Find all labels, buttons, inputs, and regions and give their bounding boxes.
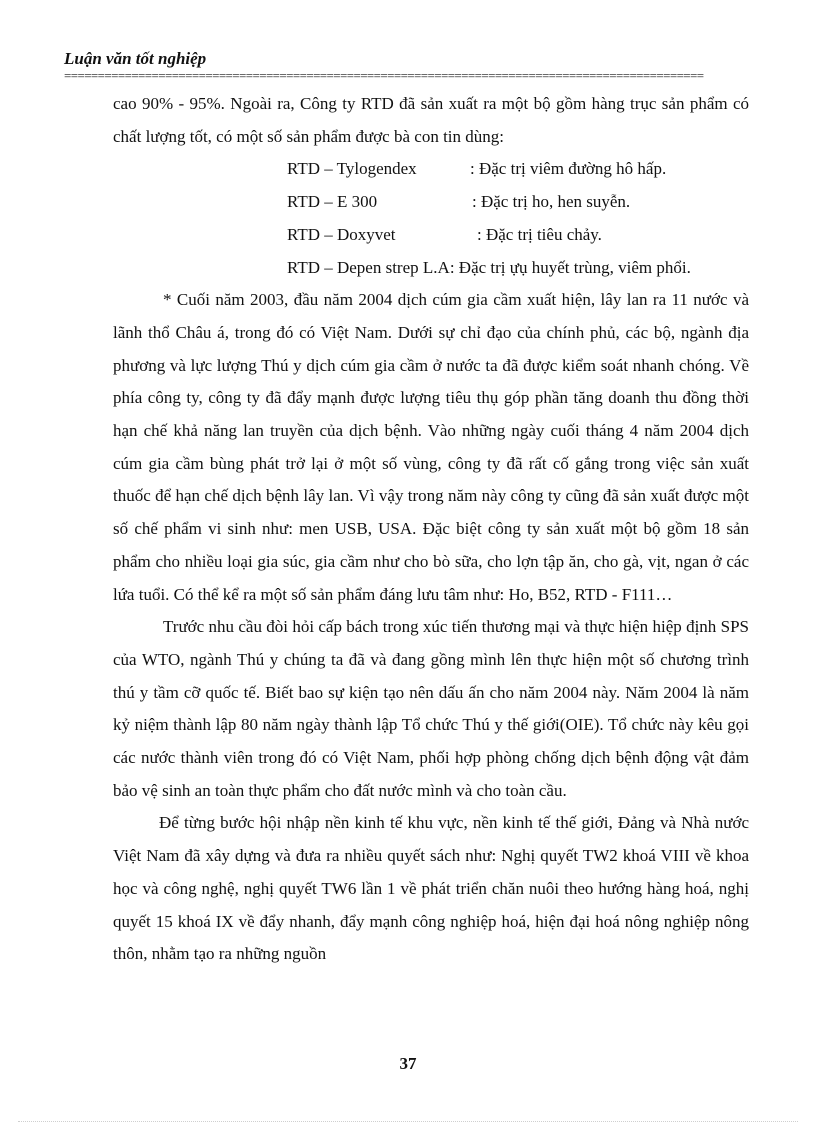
document-body bbox=[113, 88, 749, 971]
page-number: 37 bbox=[399, 1054, 417, 1073]
product-description: : Đặc trị viêm đường hô hấp. bbox=[470, 159, 667, 179]
product-name: RTD – E 300 bbox=[287, 192, 378, 212]
footer-divider bbox=[18, 1121, 798, 1122]
product-description: : Đặc trị tiêu chảy. bbox=[477, 224, 602, 244]
product-name: RTD – Depen strep L.A bbox=[287, 257, 450, 277]
product-description: : Đặc trị ho, hen suyễn. bbox=[472, 192, 631, 212]
page-header-title: Luận văn tốt nghiệp bbox=[64, 49, 207, 68]
paragraph-integration: Để từng bước hội nhập nền kinh tế khu vực, nền kinh tế thế giới, Đảng và Nhà nước Việt Nam đã xây dựng và đưa ra nhiều quyết sách như: Nghị quyết TW2 khoá VIII về khoa học và công nghệ, nghị quyết TW6 lần 1 về phát triển chăn nuôi theo hướng hàng hoá, nghị quyết 15 khoá IX về đẩy nhanh, đẩy mạnh công nghiệp hoá, hiện đại hoá nông nghiệp nông thôn, nhằm tạo ra những nguồn bbox=[113, 813, 749, 964]
product-item bbox=[113, 219, 749, 252]
product-item bbox=[113, 252, 749, 285]
product-description: : Đặc trị ựụ huyết trùng, viêm phổi. bbox=[449, 257, 691, 277]
product-item bbox=[113, 186, 749, 219]
header-divider: =============================================================================================== bbox=[64, 69, 704, 82]
product-name: RTD – Tylogendex bbox=[287, 159, 417, 179]
paragraph-avian-flu: * Cuối năm 2003, đầu năm 2004 dịch cúm gia cầm xuất hiện, lây lan ra 11 nước và lãnh thổ Châu á, trong đó có Việt Nam. Dưới sự chỉ đạo của chính phủ, các bộ, ngành địa phương và lực lượng Thú y dịch cúm gia cầm ở nước ta đã được kiểm soát nhanh chóng. Về phía công ty, công ty đã đẩy mạnh được lượng tiêu thụ góp phần tăng doanh thu đồng thời hạn chế khả năng lan truyền của dịch bệnh. Vào những ngày cuối tháng 4 năm 2004 dịch cúm gia cầm bùng phát trở lại ở một số vùng, công ty đã rất cố gắng trong việc sản xuất thuốc để hạn chế dịch bệnh lây lan. Vì vậy trong năm này công ty cũng đã sản xuất được một số chế phẩm vi sinh như: men USB, USA. Đặc biệt công ty sản xuất một bộ gồm 18 sản phẩm cho nhiều loại gia súc, gia cầm như cho bò sữa, cho lợn tập ăn, cho gà, vịt, ngan ở các lứa tuổi. Có thể kể ra một số sản phẩm đáng lưu tâm như: Ho, B52, RTD - F111… bbox=[113, 290, 749, 604]
paragraph-sps-wto: Trước nhu cầu đòi hỏi cấp bách trong xúc tiến thương mại và thực hiện hiệp định SPS của WTO, ngành Thú y chúng ta đã và đang gồng mình lên thực hiện một số chương trình thú y tầm cỡ quốc tế. Biết bao sự kiện tạo nên dấu ấn cho năm 2004 này. Năm 2004 là năm kỷ niệm thành lập 80 năm ngày thành lập Tổ chức Thú y thế giới(OIE). Tổ chức này kêu gọi các nước thành viên trong đó có Việt Nam, phối hợp phòng chống dịch bệnh động vật đảm bảo vệ sinh an toàn thực phẩm cho đất nước mình và cho toàn cầu. bbox=[113, 617, 749, 800]
product-name: RTD – Doxyvet bbox=[287, 224, 396, 244]
product-item bbox=[113, 153, 749, 186]
paragraph-intro: cao 90% - 95%. Ngoài ra, Công ty RTD đã sản xuất ra một bộ gồm hàng trục sản phẩm có chất lượng tốt, có một số sản phẩm được bà con tin dùng: bbox=[113, 94, 749, 146]
product-list bbox=[113, 153, 749, 284]
